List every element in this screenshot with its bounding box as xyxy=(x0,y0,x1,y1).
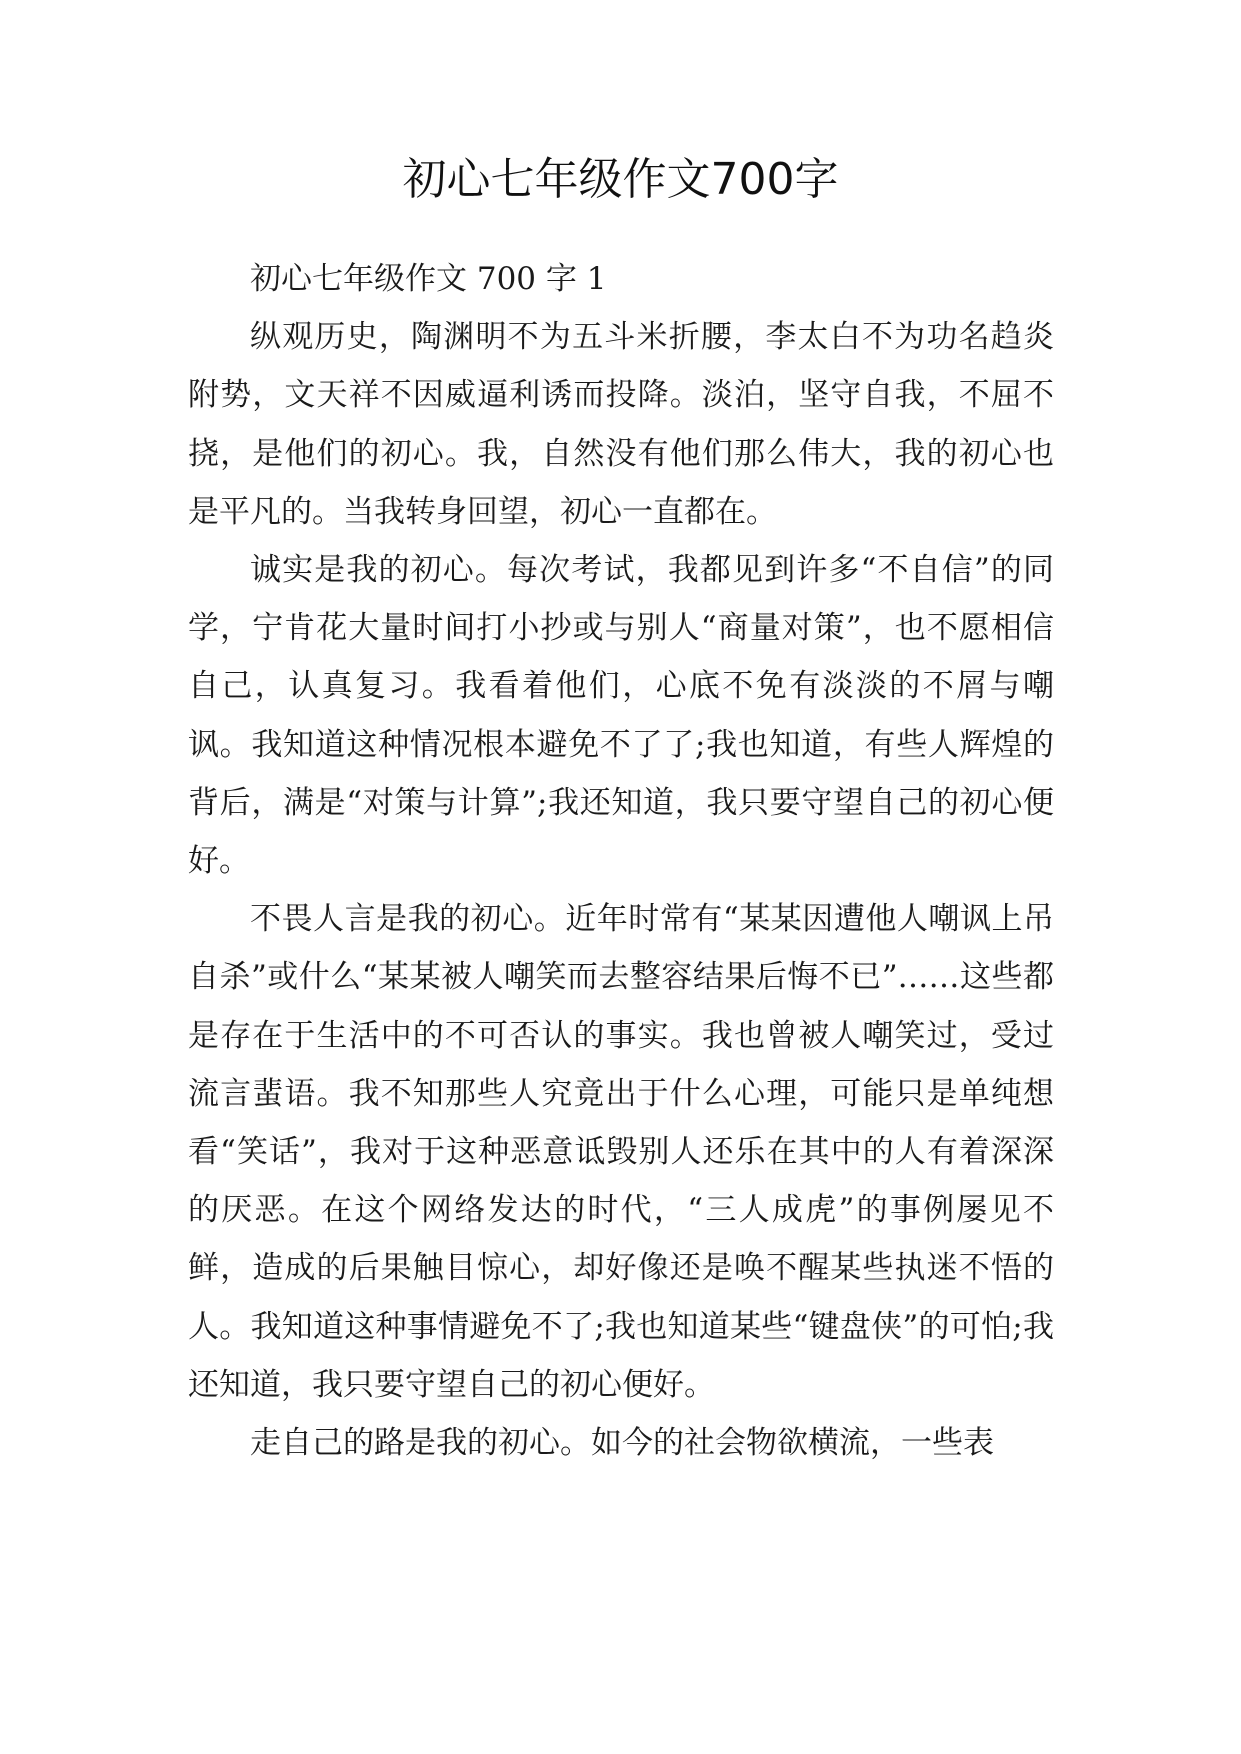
essay-subheading: 初心七年级作文 700 字 1 xyxy=(250,261,607,297)
paragraph-4: 走自己的路是我的初心。如今的社会物欲横流，一些表 xyxy=(250,1425,994,1462)
paragraph-1: 纵观历史，陶渊明不为五斗米折腰，李太白不为功名趋炎附势，文天祥不因威逼利诱而投降。淡泊，坚守自我，不屈不挠，是他们的初心。我，自然没有他们那么伟大，我的初心也是平凡的。当我转身回望，初心一直都在。 xyxy=(188,319,1054,530)
document-body xyxy=(188,250,1054,1472)
paragraph-2: 诚实是我的初心。每次考试，我都见到许多“不自信”的同学，宁肯花大量时间打小抄或与别人“商量对策”，也不愿相信自己，认真复习。我看着他们，心底不免有淡淡的不屑与嘲讽。我知道这种情况根本避免不了了;我也知道，有些人辉煌的背后，满是“对策与计算”;我还知道，我只要守望自己的初心便好。 xyxy=(188,552,1054,880)
paragraph-3: 不畏人言是我的初心。近年时常有“某某因遭他人嘲讽上吊自杀”或什么“某某被人嘲笑而去整容结果后悔不已”……这些都是存在于生活中的不可否认的事实。我也曾被人嘲笑过，受过流言蜚语。我不知那些人究竟出于什么心理，可能只是单纯想看“笑话”，我对于这种恶意诋毁别人还乐在其中的人有着深深的厌恶。在这个网络发达的时代，“三人成虎”的事例屡见不鲜，造成的后果触目惊心，却好像还是唤不醒某些执迷不悟的人。我知道这种事情避免不了;我也知道某些“键盘侠”的可怕;我还知道，我只要守望自己的初心便好。 xyxy=(188,901,1054,1403)
document-title: 初心七年级作文700字 xyxy=(402,154,839,205)
